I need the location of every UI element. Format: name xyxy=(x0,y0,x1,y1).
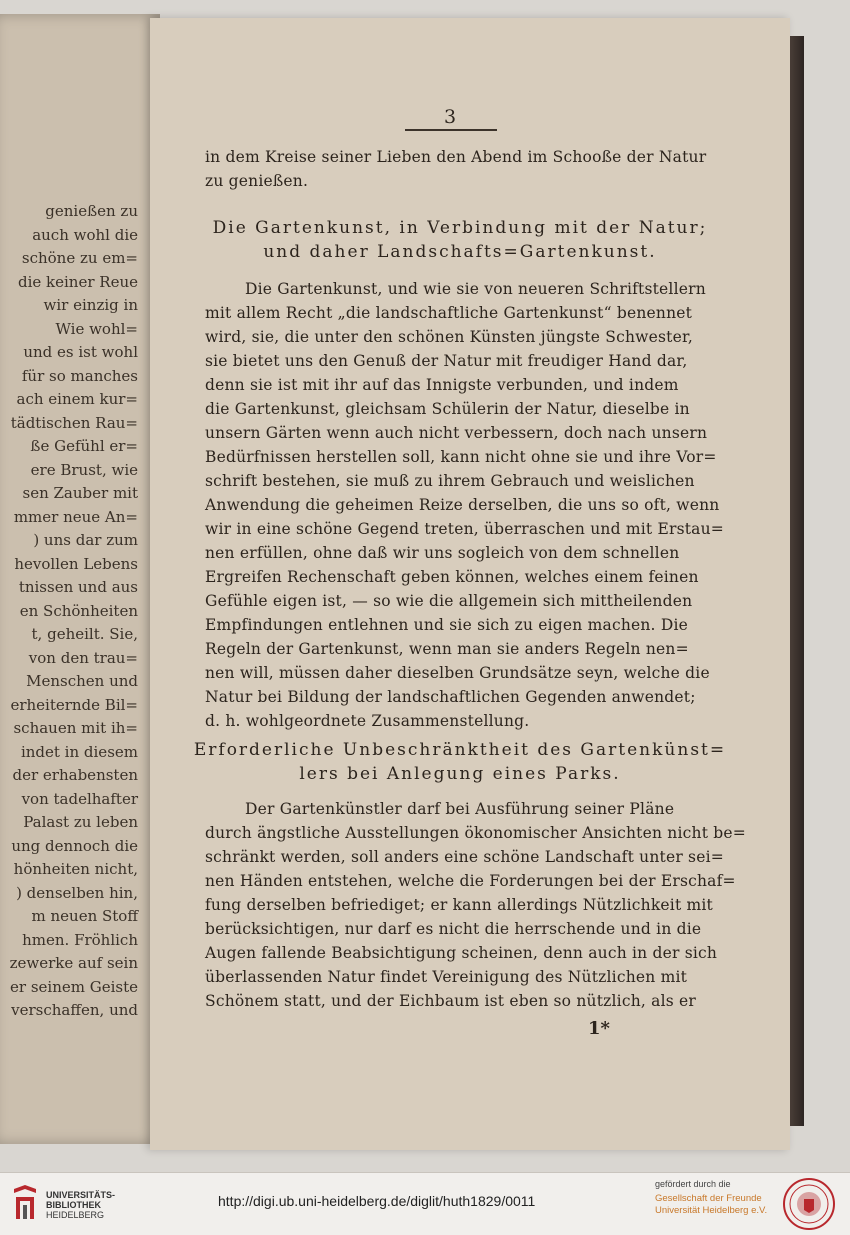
left-page-line: ) denselben hin, xyxy=(16,883,138,902)
left-page-line: sen Zauber mit xyxy=(22,484,138,502)
text-line: Der Gartenkünstler darf bei Ausführung seiner Pläne xyxy=(245,800,675,818)
left-page-line: zewerke auf sein xyxy=(9,954,138,972)
left-page-line: ung dennoch die xyxy=(11,836,138,855)
page-number: 3 xyxy=(443,106,457,128)
left-page-line: ) uns dar zum xyxy=(33,531,138,549)
section-heading: Erforderliche Unbeschränktheit des Gartenkünst= xyxy=(193,740,727,760)
left-page xyxy=(0,14,160,1144)
left-page-line: schauen mit ih= xyxy=(13,719,138,737)
text-line: sie bietet uns den Genuß der Natur mit freudiger Hand dar, xyxy=(205,352,688,370)
right-page xyxy=(150,18,790,1150)
text-line: Anwendung die geheimen Reize derselben, die uns so oft, wenn xyxy=(205,496,720,514)
text-line: mit allem Recht „die landschaftliche Gartenkunst“ benennet xyxy=(205,304,693,322)
text-line: in dem Kreise seiner Lieben den Abend im Schooße der Natur xyxy=(205,148,707,166)
sponsor-line: Gesellschaft der Freunde xyxy=(655,1193,762,1204)
left-page-line: indet in diesem xyxy=(20,742,138,761)
left-page-line: wir einzig in xyxy=(43,296,138,314)
left-page-line: schöne zu em= xyxy=(21,249,138,267)
left-page-line: ße Gefühl er= xyxy=(30,437,138,455)
text-line: nen will, müssen daher dieselben Grundsätze seyn, welche die xyxy=(205,664,710,682)
text-line: d. h. wohlgeordnete Zusammenstellung. xyxy=(205,712,530,730)
text-line: Natur bei Bildung der landschaftlichen Gegenden anwendet; xyxy=(205,688,696,706)
left-page-line: von tadelhafter xyxy=(21,789,138,808)
text-line: Die Gartenkunst, und wie sie von neueren Schriftstellern xyxy=(245,280,706,298)
text-line: nen erfüllen, ohne daß wir uns sogleich von dem schnellen xyxy=(205,544,680,562)
text-line: durch ängstliche Ausstellungen ökonomischer Ansichten nicht be= xyxy=(205,824,746,842)
sponsor-label: gefördert durch die xyxy=(655,1179,731,1189)
text-line: denn sie ist mit ihr auf das Innigste verbunden, und indem xyxy=(205,376,679,394)
left-page-line: verschaffen, und xyxy=(11,1001,138,1019)
permalink-url[interactable]: http://digi.ub.uni-heidelberg.de/diglit/huth1829/0011 xyxy=(218,1193,536,1209)
text-line: die Gartenkunst, gleichsam Schülerin der Natur, dieselbe in xyxy=(205,400,690,418)
left-page-line: für so manches xyxy=(21,366,138,385)
text-line: Regeln der Gartenkunst, wenn man sie anders Regeln nen= xyxy=(205,640,689,658)
left-page-line: Palast zu leben xyxy=(23,813,138,831)
left-page-line: en Schönheiten xyxy=(19,601,138,620)
library-logo-icon xyxy=(10,1183,40,1223)
left-page-line: hmen. Fröhlich xyxy=(22,930,138,949)
left-page-line: und es ist wohl xyxy=(23,343,138,361)
page-number-rule xyxy=(405,129,497,131)
logo-line: BIBLIOTHEK xyxy=(46,1200,101,1210)
left-page-line: ere Brust, wie xyxy=(30,460,138,479)
left-page-line: tädtischen Rau= xyxy=(10,413,138,432)
text-line: schränkt werden, soll anders eine schöne Landschaft unter sei= xyxy=(205,848,724,866)
text-line: Ergreifen Rechenschaft geben können, welches einem feinen xyxy=(205,568,699,586)
left-page-line: auch wohl die xyxy=(32,225,138,244)
left-page-line: ach einem kur= xyxy=(16,390,138,408)
left-page-line: tnissen und aus xyxy=(18,578,138,596)
section-heading: und daher Landschafts=Gartenkunst. xyxy=(263,242,657,262)
logo-line: UNIVERSITÄTS- xyxy=(46,1190,116,1200)
library-logo-text xyxy=(46,1190,115,1220)
left-page-line: Wie wohl= xyxy=(55,319,138,338)
left-page-line: erheiternde Bil= xyxy=(10,695,138,714)
left-page-line: Menschen und xyxy=(26,672,138,690)
sponsor-name xyxy=(655,1193,767,1217)
text-line: berücksichtigen, nur darf es nicht die herrschende und in die xyxy=(205,920,702,938)
left-page-line: der erhabensten xyxy=(12,766,138,784)
text-line: unsern Gärten wenn auch nicht verbessern, doch nach unsern xyxy=(205,424,708,442)
text-line: wird, sie, die unter den schönen Künsten jüngste Schwester, xyxy=(205,328,694,346)
left-page-line: die keiner Reue xyxy=(18,272,138,291)
text-line: fung derselben befriediget; er kann allerdings Nützlichkeit mit xyxy=(205,896,713,914)
left-page-line: t, geheilt. Sie, xyxy=(31,625,138,643)
left-page-line: hönheiten nicht, xyxy=(13,860,138,878)
text-line: Gefühle eigen ist, — so wie die allgemein sich mittheilenden xyxy=(205,592,693,610)
text-line: schrift bestehen, sie muß zu ihrem Gebrauch und weislichen xyxy=(205,472,695,490)
text-line: nen Händen entstehen, welche die Forderungen bei der Erschaf= xyxy=(205,872,736,890)
text-line: Augen fallende Beabsichtigung scheinen, denn auch in der sich xyxy=(205,944,718,962)
text-line: Empfindungen entlehnen und sie sich zu eigen machen. Die xyxy=(205,616,688,634)
text-line: überlassenden Natur findet Vereinigung des Nützlichen mit xyxy=(205,968,688,986)
text-line: Schönem statt, und der Eichbaum ist eben so nützlich, als er xyxy=(205,992,696,1010)
left-page-line: hevollen Lebens xyxy=(14,554,138,573)
section-heading: Die Gartenkunst, in Verbindung mit der Natur; xyxy=(212,218,708,238)
left-page-line: genießen zu xyxy=(45,202,138,220)
text-line: Bedürfnissen herstellen soll, kann nicht ohne sie und ihre Vor= xyxy=(205,448,717,466)
left-page-line: von den trau= xyxy=(28,648,138,667)
footer-bar xyxy=(0,1172,850,1235)
text-line: wir in eine schöne Gegend treten, überraschen und mit Erstau= xyxy=(205,520,724,538)
logo-line: HEIDELBERG xyxy=(46,1210,105,1220)
sponsor-line: Universität Heidelberg e.V. xyxy=(655,1205,768,1216)
left-page-line: er seinem Geiste xyxy=(10,977,138,996)
left-page-line: m neuen Stoff xyxy=(31,907,138,925)
left-page-line: mmer neue An= xyxy=(13,507,138,526)
signature-mark: 1* xyxy=(588,1018,610,1039)
university-seal-icon xyxy=(782,1177,836,1231)
section-heading: lers bei Anlegung eines Parks. xyxy=(299,764,621,784)
text-line: zu genießen. xyxy=(205,172,309,190)
